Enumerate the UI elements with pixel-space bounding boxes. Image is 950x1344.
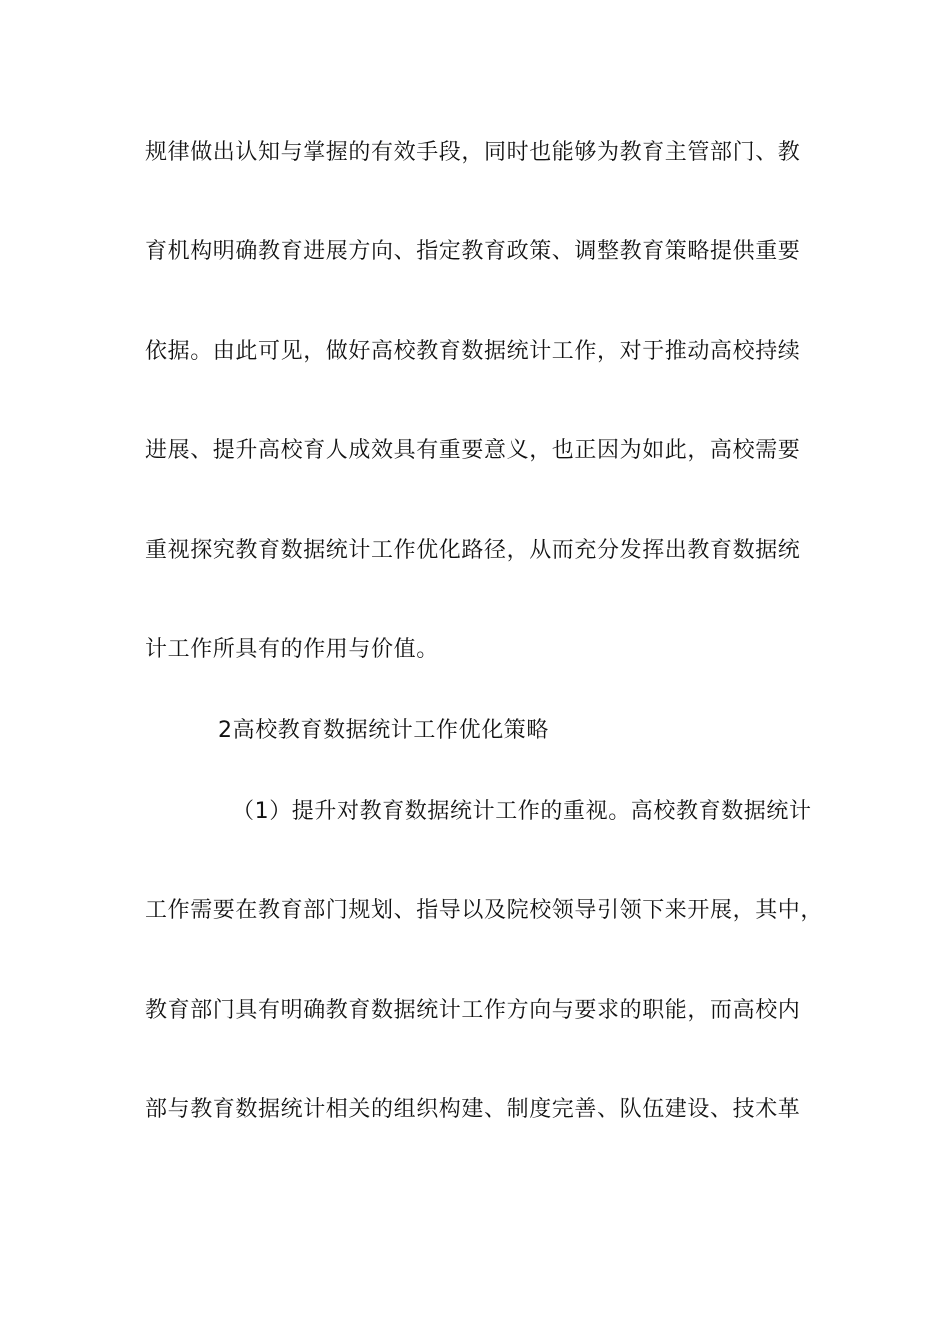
body-text-line: 依据。由此可见，做好高校教育数据统计工作，对于推动高校持续: [145, 339, 801, 364]
subsection-text-line: （1）提升对教育数据统计工作的重视。高校教育数据统计: [232, 799, 812, 824]
subsection-text-line: 工作需要在教育部门规划、指导以及院校领导引领下来开展，其中，: [145, 898, 824, 923]
body-text-line: 规律做出认知与掌握的有效手段，同时也能够为教育主管部门、教: [145, 140, 801, 165]
body-text-line: 重视探究教育数据统计工作优化路径，从而充分发挥出教育数据统: [145, 538, 801, 563]
subsection-text-line: 教育部门具有明确教育数据统计工作方向与要求的职能，而高校内: [145, 998, 801, 1023]
body-text-line: 育机构明确教育进展方向、指定教育政策、调整教育策略提供重要: [145, 239, 801, 264]
subsection-text-line: 部与教育数据统计相关的组织构建、制度完善、队伍建设、技术革: [145, 1097, 801, 1122]
section-heading: 2高校教育数据统计工作优化策略: [218, 718, 549, 743]
body-text-line: 计工作所具有的作用与价值。: [145, 637, 439, 662]
body-text-line: 进展、提升高校育人成效具有重要意义，也正因为如此，高校需要: [145, 438, 801, 463]
